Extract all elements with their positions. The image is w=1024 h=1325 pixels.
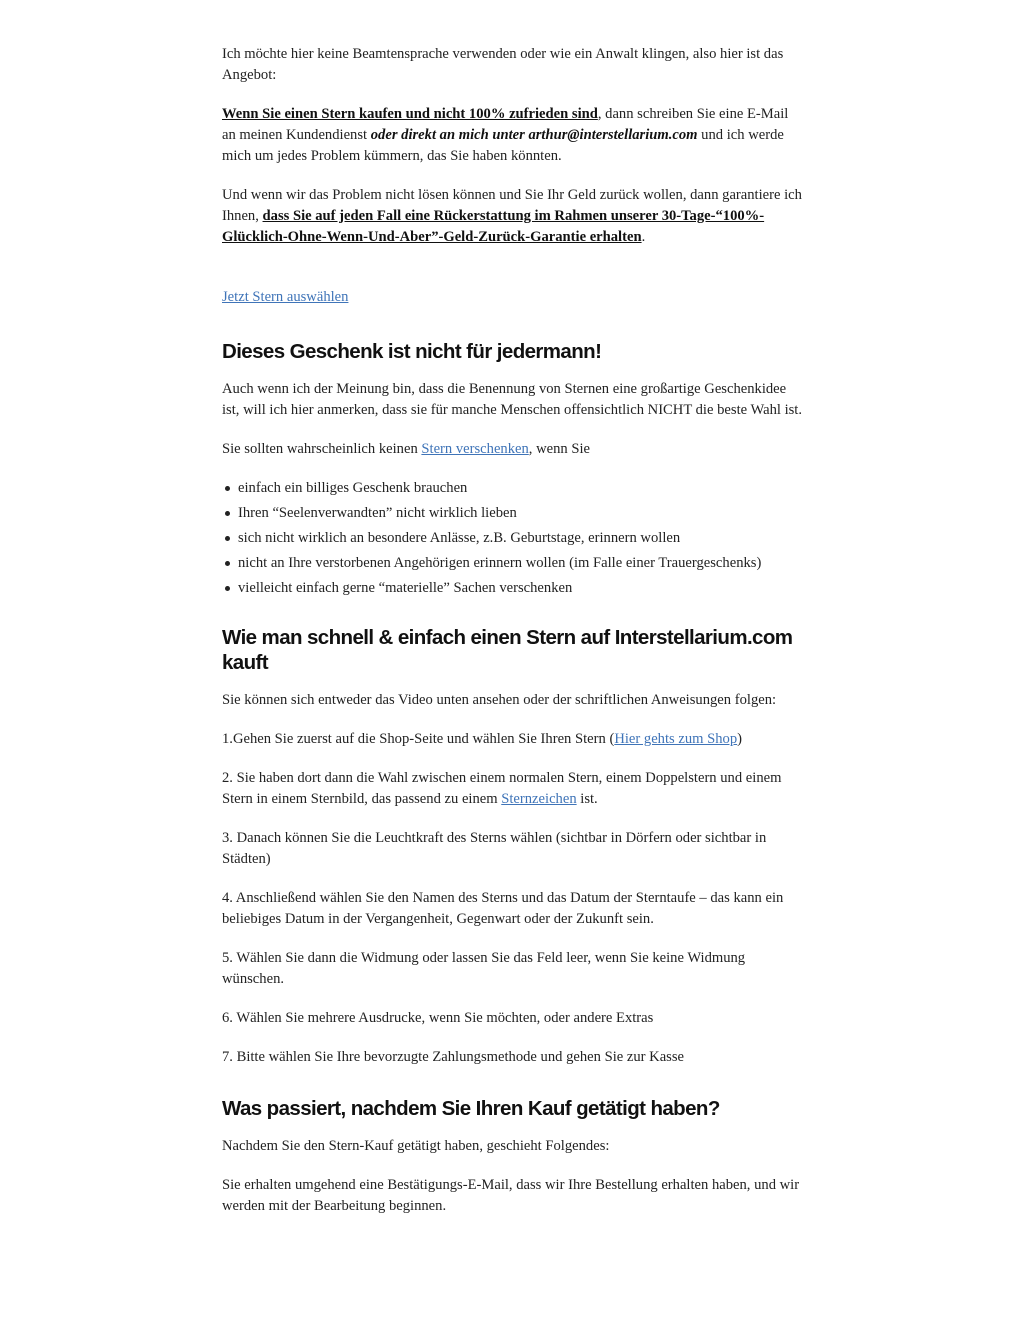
guarantee-text-1: , dann schreiben Sie eine E-Mail an meinen Kundendienst bbox=[222, 106, 789, 143]
should-not-text-1: Sie sollten wahrscheinlich keinen bbox=[222, 441, 422, 457]
list-item: Ihren “Seelenverwandten” nicht wirklich lieben bbox=[238, 503, 802, 524]
step-7: 7. Bitte wählen Sie Ihre bevorzugte Zahlungsmethode und gehen Sie zur Kasse bbox=[222, 1049, 685, 1065]
cta-paragraph bbox=[222, 287, 802, 308]
step-1 bbox=[222, 729, 802, 750]
how-to-intro-text: Sie können sich entweder das Video unten ansehen oder der schriftlichen Anweisungen folgen: bbox=[222, 692, 777, 708]
list-item: einfach ein billiges Geschenk brauchen bbox=[238, 478, 802, 499]
step-1-text-2: ) bbox=[737, 731, 743, 747]
step-3: 3. Danach können Sie die Leuchtkraft des Sterns wählen (sichtbar in Dörfern oder sichtbar in Städten) bbox=[222, 830, 767, 867]
list-item: sich nicht wirklich an besondere Anlässe, z.B. Geburtstage, erinnern wollen bbox=[238, 528, 802, 549]
section-heading-after-purchase: Was passiert, nachdem Sie Ihren Kauf getätigt haben? bbox=[222, 1097, 720, 1120]
step-5: 5. Wählen Sie dann die Widmung oder lassen Sie das Feld leer, wenn Sie keine Widmung wünschen. bbox=[222, 950, 746, 987]
list-item: vielleicht einfach gerne “materielle” Sachen verschenken bbox=[238, 578, 802, 599]
reasons-list bbox=[222, 478, 802, 599]
step-2-text-2: ist. bbox=[576, 791, 598, 807]
not-for-everyone-text: Auch wenn ich der Meinung bin, dass die Benennung von Sternen eine großartige Geschenkidee ist, will ich hier anmerken, dass sie für manche Menschen offensichtlich NICHT die beste Wahl ist. bbox=[222, 381, 803, 418]
after-purchase-intro: Nachdem Sie den Stern-Kauf getätigt haben, geschieht Folgendes: bbox=[222, 1138, 610, 1154]
choose-star-link[interactable]: Jetzt Stern auswählen bbox=[222, 289, 349, 305]
should-not-text-2: , wenn Sie bbox=[528, 441, 591, 457]
after-purchase-confirmation: Sie erhalten umgehend eine Bestätigungs-E-Mail, dass wir Ihre Bestellung erhalten haben, und wir werden mit der Bearbeitung beginnen. bbox=[222, 1177, 800, 1214]
refund-paragraph bbox=[222, 185, 802, 248]
step-4: 4. Anschließend wählen Sie den Namen des Sterns und das Datum der Sterntaufe – das kann ein beliebiges Datum in der Vergangenheit, Gegenwart oder der Zukunft sein. bbox=[222, 890, 784, 927]
refund-guarantee-emphasis: dass Sie auf jeden Fall eine Rückerstattung im Rahmen unserer 30-Tage-“100%-Glücklich-Ohne-Wenn-Und-Aber”-Geld-Zurück-Garantie erhalten bbox=[222, 208, 765, 245]
intro-paragraph bbox=[222, 44, 802, 86]
intro-text: Ich möchte hier keine Beamtensprache verwenden oder wie ein Anwalt klingen, also hier ist das Angebot: bbox=[222, 46, 784, 83]
article-body bbox=[222, 44, 802, 1235]
should-not-paragraph bbox=[222, 439, 802, 460]
list-item: nicht an Ihre verstorbenen Angehörigen erinnern wollen (im Falle einer Trauergeschenks) bbox=[238, 553, 802, 574]
refund-text-2: . bbox=[641, 229, 646, 245]
refund-text-1: Und wenn wir das Problem nicht lösen können und Sie Ihr Geld zurück wollen, dann garantiere ich Ihnen, bbox=[222, 187, 802, 224]
satisfaction-emphasis: Wenn Sie einen Stern kaufen und nicht 100% zufrieden sind bbox=[222, 106, 598, 122]
guarantee-paragraph bbox=[222, 104, 802, 167]
step-1-text-1: 1.Gehen Sie zuerst auf die Shop-Seite und wählen Sie Ihren Stern ( bbox=[222, 731, 615, 747]
zodiac-link[interactable]: Sternzeichen bbox=[501, 791, 577, 807]
gift-star-link[interactable]: Stern verschenken bbox=[421, 441, 529, 457]
guarantee-text-2: und ich werde mich um jedes Problem kümmern, das Sie haben könnten. bbox=[222, 127, 784, 164]
shop-link[interactable]: Hier gehts zum Shop bbox=[614, 731, 738, 747]
section-heading-how-to-buy: Wie man schnell & einfach einen Stern auf Interstellarium.com kauft bbox=[222, 626, 793, 674]
not-for-everyone-paragraph bbox=[222, 379, 802, 421]
how-to-intro bbox=[222, 690, 802, 711]
step-2-text-1: 2. Sie haben dort dann die Wahl zwischen einem normalen Stern, einem Doppelstern und einem Stern in einem Sternbild, das passend zu einem bbox=[222, 770, 782, 807]
contact-email-emphasis: oder direkt an mich unter arthur@interstellarium.com bbox=[370, 127, 698, 143]
step-6: 6. Wählen Sie mehrere Ausdrucke, wenn Sie möchten, oder andere Extras bbox=[222, 1010, 654, 1026]
section-heading-not-for-everyone: Dieses Geschenk ist nicht für jedermann! bbox=[222, 340, 602, 363]
step-2 bbox=[222, 768, 802, 810]
